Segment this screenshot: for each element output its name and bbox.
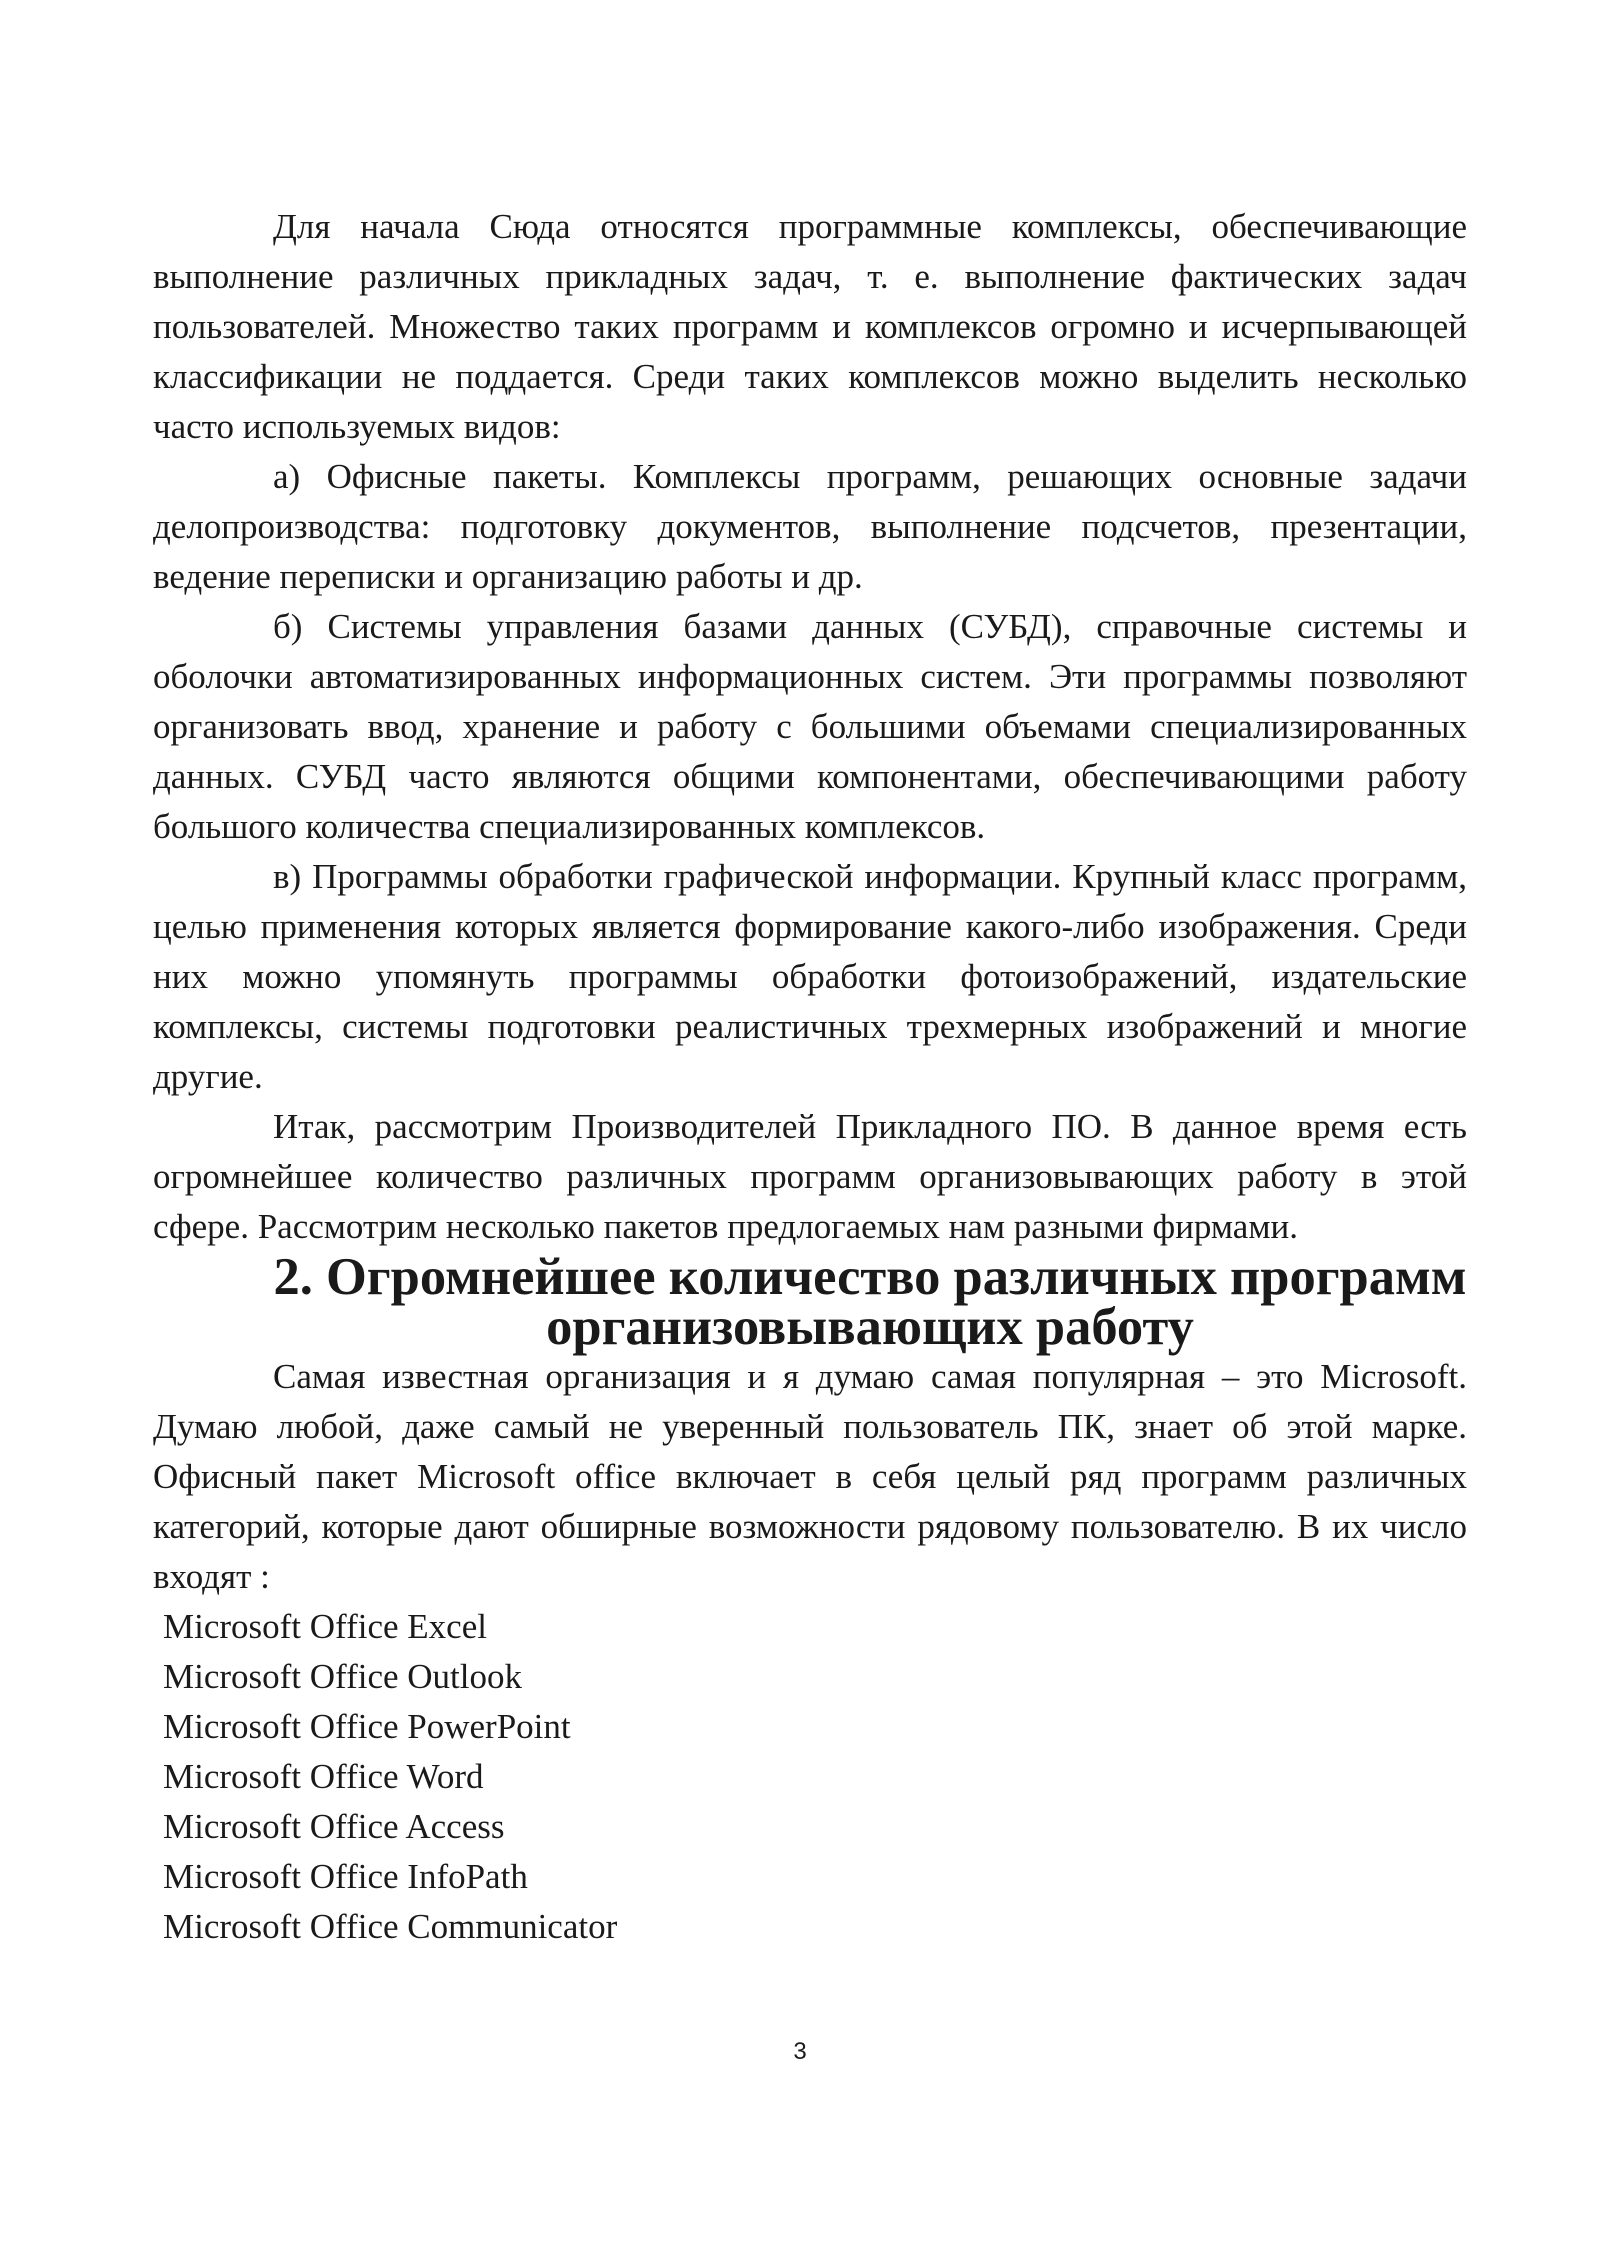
microsoft-paragraph: Самая известная организация и я думаю самая популярная – это Microsoft. Думаю любой, даже самый не уверенный пользователь ПК, знает об этой марке. Офисный пакет Microsoft office включает в себя целый ряд программ различных категорий, которые дают обширные возможности рядовому пользователю. В их число входят : <box>153 1357 1467 1596</box>
list-item: Microsoft Office PowerPoint <box>163 1707 571 1746</box>
list-item: Microsoft Office InfoPath <box>163 1857 528 1896</box>
graphics-paragraph: в) Программы обработки графической информации. Крупный класс программ, целью применения которых является формирование какого-либо изображения. Среди них можно упомянуть программы обработки фотоизображений, издательские комплексы, системы подготовки реалистичных трехмерных изображений и многие другие. <box>153 857 1467 1096</box>
list-item: Microsoft Office Word <box>163 1757 484 1796</box>
list-item: Microsoft Office Access <box>163 1807 505 1846</box>
list-item: Microsoft Office Outlook <box>163 1657 523 1696</box>
section-heading-line-2: организовывающих работу <box>546 1298 1194 1356</box>
manufacturers-paragraph: Итак, рассмотрим Производителей Прикладного ПО. В данное время есть огромнейшее количество различных программ организовывающих работу в этой сфере. Рассмотрим несколько пакетов предлогаемых нам разными фирмами. <box>153 1107 1467 1246</box>
list-item: Microsoft Office Communicator <box>163 1907 618 1946</box>
section-heading <box>153 1248 1467 1356</box>
office-packages-paragraph: а) Офисные пакеты. Комплексы программ, решающих основные задачи делопроизводства: подготовку документов, выполнение подсчетов, презентации, ведение переписки и организацию работы и др. <box>153 457 1467 596</box>
program-list <box>153 1602 1467 1952</box>
section-heading-line-1: 2. Огромнейшее количество различных программ <box>273 1248 1467 1306</box>
dbms-paragraph: б) Системы управления базами данных (СУБД), справочные системы и оболочки автоматизированных информационных систем. Эти программы позволяют организовать ввод, хранение и работу с большими объемами специализированных данных. СУБД часто являются общими компонентами, обеспечивающими работу большого количества специализированных комплексов. <box>153 607 1467 846</box>
page-number: 3 <box>793 2038 807 2065</box>
list-item: Microsoft Office Excel <box>163 1607 487 1646</box>
page-body <box>153 202 1467 1952</box>
intro-paragraph: Для начала Сюда относятся программные комплексы, обеспечивающие выполнение различных прикладных задач, т. е. выполнение фактических задач пользователей. Множество таких программ и комплексов огромно и исчерпывающей классификации не поддается. Среди таких комплексов можно выделить несколько часто используемых видов: <box>153 207 1467 446</box>
